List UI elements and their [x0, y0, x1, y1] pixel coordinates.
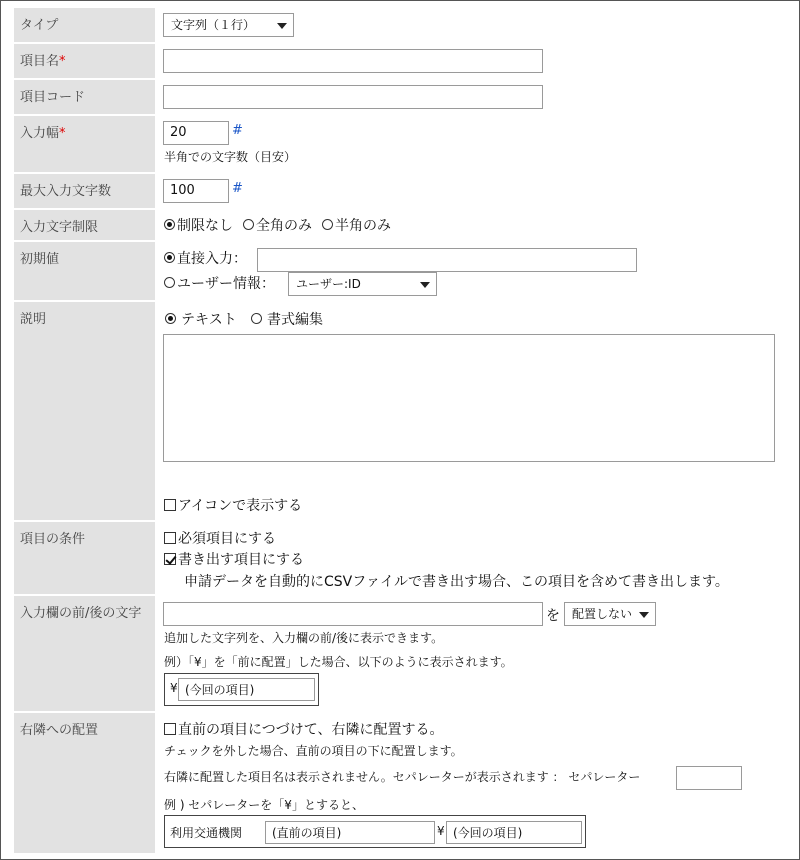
- radio-user-info[interactable]: [164, 277, 175, 288]
- label-right-place: [14, 713, 155, 853]
- radio-user-info-label[interactable]: ユーザー情報：: [177, 276, 275, 292]
- placement-select[interactable]: [564, 602, 656, 626]
- label-max-chars: [14, 174, 155, 208]
- type-select-value: 文字列（１行）: [171, 18, 256, 32]
- item-code-input[interactable]: [163, 85, 543, 109]
- label-char-limit-text: 入力文字制限: [20, 220, 99, 235]
- required-mark: *: [59, 54, 66, 69]
- label-conditions: [14, 522, 155, 594]
- example-curr-field: (今回の項目): [446, 821, 582, 844]
- label-description: [14, 302, 155, 520]
- label-before-after: [14, 596, 155, 711]
- separator-example-box: [164, 815, 586, 848]
- input-width-hint: 半角での文字数（目安）: [164, 150, 297, 164]
- label-type: [14, 8, 155, 42]
- wo-label: を: [546, 608, 560, 624]
- label-item-code: [14, 80, 155, 114]
- label-conditions-text: 項目の条件: [20, 532, 86, 547]
- right-place-checkbox-label[interactable]: 直前の項目につづけて、右隣に配置する。: [178, 722, 444, 738]
- description-textarea[interactable]: [163, 334, 775, 462]
- export-note: 申請データを自動的にCSVファイルで書き出す場合、この項目を含めて書き出します。: [184, 574, 729, 590]
- direct-input-field[interactable]: [257, 248, 637, 272]
- required-mark: *: [59, 126, 66, 141]
- label-type-text: タイプ: [20, 18, 59, 33]
- label-initial-value: [14, 242, 155, 300]
- placement-select-value: 配置しない: [572, 607, 633, 621]
- radio-text-label[interactable]: テキスト: [181, 312, 237, 328]
- export-checkbox[interactable]: [164, 553, 176, 565]
- chevron-down-icon: [639, 612, 649, 618]
- before-after-note1: 追加した文字列を、入力欄の前/後に表示できます。: [164, 631, 444, 645]
- label-input-width: [14, 116, 155, 172]
- icon-display-label[interactable]: アイコンで表示する: [178, 498, 303, 514]
- example-prev-field: (直前の項目): [265, 821, 435, 844]
- radio-fullwidth-only[interactable]: [243, 219, 254, 230]
- label-item-code-text: 項目コード: [20, 90, 86, 105]
- max-chars-field[interactable]: 100: [163, 179, 229, 203]
- radio-direct-input[interactable]: [164, 252, 175, 263]
- type-select[interactable]: [163, 13, 294, 37]
- label-char-limit: [14, 210, 155, 240]
- radio-direct-input-label[interactable]: 直接入力：: [177, 251, 247, 267]
- required-checkbox[interactable]: [164, 532, 176, 544]
- right-place-checkbox[interactable]: [164, 723, 176, 735]
- radio-format-edit[interactable]: [251, 313, 262, 324]
- label-input-width-text: 入力幅: [20, 126, 60, 141]
- user-info-select-value: ユーザー:ID: [296, 277, 361, 291]
- label-before-after-text: 入力欄の前/後の文字: [20, 606, 142, 621]
- radio-halfwidth-label[interactable]: 半角のみ: [335, 218, 391, 234]
- icon-display-checkbox[interactable]: [164, 499, 176, 511]
- input-width-field[interactable]: 20: [163, 121, 229, 145]
- label-description-text: 説明: [20, 312, 47, 327]
- prefix-example-box: [164, 673, 319, 706]
- required-checkbox-label[interactable]: 必須項目にする: [178, 531, 276, 547]
- radio-halfwidth-only[interactable]: [322, 219, 333, 230]
- example-field: (今回の項目): [178, 678, 315, 701]
- radio-no-limit[interactable]: [164, 219, 175, 230]
- user-info-select[interactable]: [288, 272, 437, 296]
- right-place-note2: 右隣に配置した項目名は表示されません。セパレーターが表示されます ： セパレーター: [164, 770, 641, 784]
- export-checkbox-label[interactable]: 書き出す項目にする: [178, 552, 304, 568]
- label-max-chars-text: 最大入力文字数: [20, 184, 112, 199]
- item-name-input[interactable]: [163, 49, 543, 73]
- chevron-down-icon: [277, 23, 287, 29]
- hash-link[interactable]: #: [232, 123, 243, 138]
- label-item-name-text: 項目名: [20, 54, 60, 69]
- before-after-note2: 例）「¥」を「前に配置」した場合、以下のように表示されます。: [164, 655, 513, 669]
- radio-no-limit-label[interactable]: 制限なし: [177, 218, 233, 234]
- label-right-place-text: 右隣への配置: [20, 723, 99, 738]
- label-item-name: [14, 44, 155, 78]
- example-label: 利用交通機関: [170, 826, 243, 840]
- radio-fullwidth-label[interactable]: 全角のみ: [256, 218, 312, 234]
- hash-link[interactable]: #: [232, 181, 243, 196]
- chevron-down-icon: [420, 282, 430, 288]
- example-separator: ¥: [437, 824, 445, 838]
- example-prefix: ¥: [170, 681, 178, 695]
- radio-format-edit-label[interactable]: 書式編集: [267, 312, 323, 328]
- label-initial-value-text: 初期値: [20, 252, 60, 267]
- right-place-note1: チェックを外した場合、直前の項目の下に配置します。: [164, 744, 463, 758]
- separator-input[interactable]: [676, 766, 742, 790]
- right-place-note3: 例 ) セパレーターを「¥」とすると、: [164, 798, 364, 812]
- before-after-input[interactable]: [163, 602, 543, 626]
- radio-text[interactable]: [165, 313, 176, 324]
